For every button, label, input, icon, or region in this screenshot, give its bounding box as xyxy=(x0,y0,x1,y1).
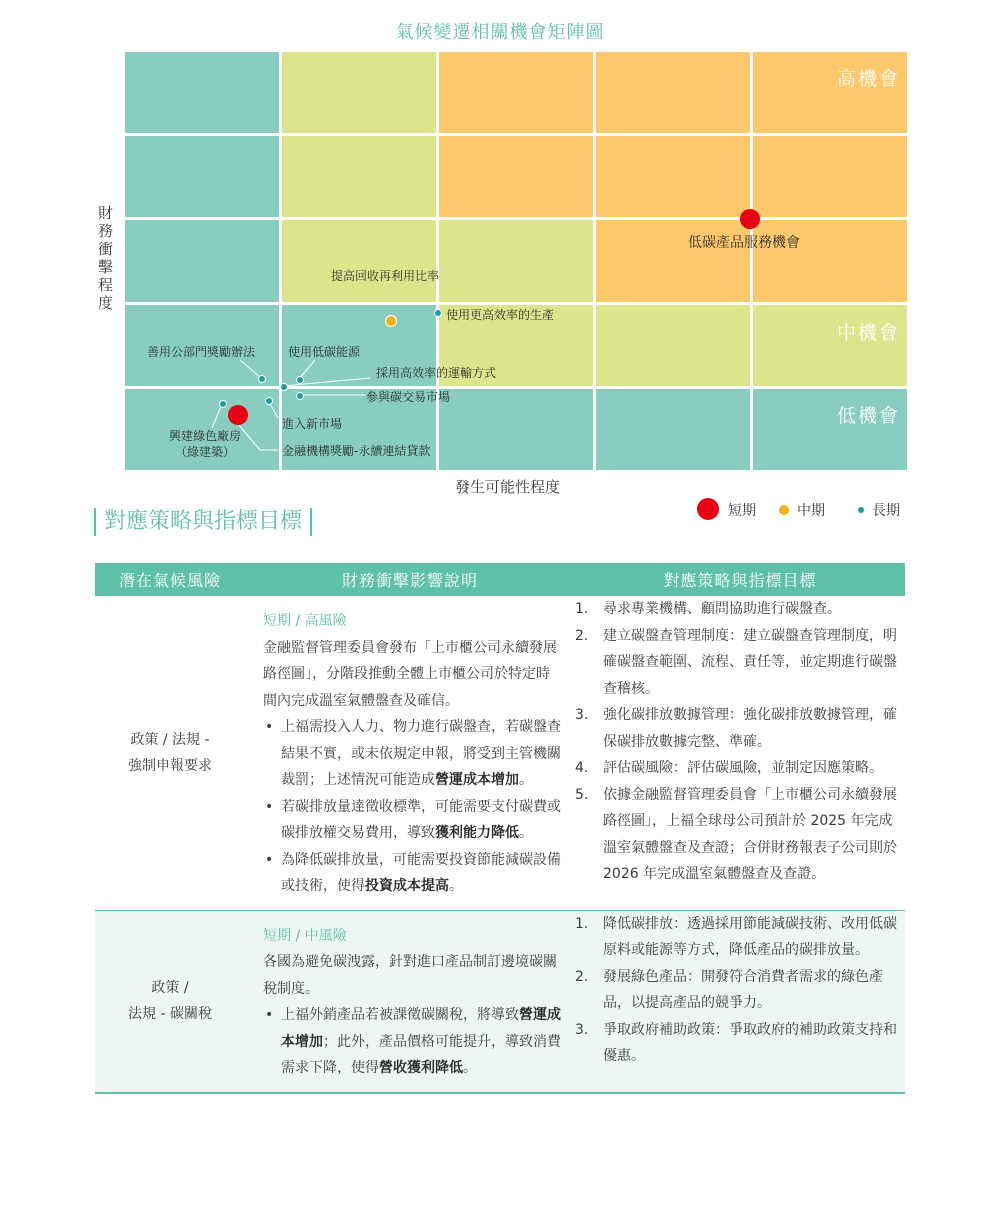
strategy-text: 強化碳排放數據管理：強化碳排放數據管理，確保碳排放數據完整、準確。 xyxy=(603,707,897,750)
y-axis-label: 財務衝擊程度 xyxy=(96,205,114,313)
bullet-tail: 。 xyxy=(463,1060,477,1076)
bullet-bold: 營運成本增加 xyxy=(435,772,519,788)
legend-medium-label: 中期 xyxy=(797,503,825,519)
bullet-text: 上福需投入人力、物力進行碳盤查，若碳盤查結果不實，或未依規定申報，將受到主管機關裁罰；上述情況可能造成 xyxy=(281,719,561,788)
risk-line: 強制申報要求 xyxy=(128,757,212,774)
strategy-text: 評估碳風險：評估碳風險，並制定因應策略。 xyxy=(603,760,883,776)
bullet-bold: 營收獲利降低 xyxy=(379,1060,463,1076)
risk-cell xyxy=(95,596,245,910)
strategy-item: 3. 強化碳排放數據管理：強化碳排放數據管理，確保碳排放數據完整、準確。 xyxy=(575,707,897,750)
impact-bullet: • 上福外銷產品若被課徵碳關稅，將導致營運成本增加；此外，產品價格可能提升，導致消費需求下降，使得營收獲利降低。 xyxy=(265,1007,561,1076)
bullet-bold: 營運成本增加 xyxy=(281,1007,561,1050)
point-new-market xyxy=(265,397,273,405)
label-green-factory-line1: 興建綠色廠房 xyxy=(168,429,241,443)
strategy-text: 建立碳盤查管理制度：建立碳盤查管理制度，明確碳盤查範圍、流程、責任等，並定期進行碳盤查稽核。 xyxy=(603,627,897,697)
impact-cell xyxy=(245,596,575,910)
impact-cell xyxy=(245,910,575,1093)
strategy-item: 2. 建立碳盤查管理制度：建立碳盤查管理制度，明確碳盤查範圍、流程、責任等，並定期進行碳盤查稽核。 xyxy=(575,627,897,697)
table-row xyxy=(95,596,905,910)
strategy-item: 2. 發展綠色產品：開發符合消費者需求的綠色產品，以提高產品的競爭力。 xyxy=(575,968,883,1011)
point-efficient-production xyxy=(434,309,442,317)
impact-bullet: • 若碳排放量達徵收標準，可能需要支付碳費或碳排放權交易費用，導致獲利能力降低。 xyxy=(265,798,561,841)
x-axis-label: 發生可能性程度 xyxy=(455,478,561,496)
label-green-factory xyxy=(162,428,248,460)
point-green-factory-long xyxy=(219,400,227,408)
point-efficient-transport xyxy=(280,383,288,391)
label-efficient-production: 使用更高效率的生產 xyxy=(446,308,555,322)
impact-intro: 金融監督管理委員會發布「上市櫃公司永續發展路徑圖」，分階段推動全體上市櫃公司於特定時間內完成溫室氣體盤查及確信。 xyxy=(263,639,557,709)
bullet-text: 若碳排放量達徵收標準，可能需要支付碳費或碳排放權交易費用，導致 xyxy=(281,798,561,841)
strategy-text: 依據金融監督管理委員會「上市櫃公司永續發展路徑圖」，上福全球母公司預計於 2025 年完成溫室氣體盤查及查證；合併財務報表子公司則於 2026 年完成溫室氣體盤查及查證。 xyxy=(603,786,897,882)
section-title: 對應策略與指標目標 xyxy=(94,508,312,536)
point-low-carbon-product xyxy=(740,209,760,229)
bullet-tail: 。 xyxy=(519,772,533,788)
header-impact: 財務衝擊影響說明 xyxy=(245,563,575,596)
leader-lines xyxy=(0,0,1000,520)
chart-title: 氣候變遷相關機會矩陣圖 xyxy=(395,22,605,43)
impact-bullets xyxy=(263,714,563,900)
point-carbon-trading xyxy=(296,392,304,400)
strategy-list xyxy=(575,911,905,1070)
header-risk: 潛在氣候風險 xyxy=(95,563,245,596)
label-sustainability-loan: 金融機構獎勵-永續連結貸款 xyxy=(282,444,431,458)
legend-long-marker xyxy=(858,507,864,513)
strategy-item: 1. 尋求專業機構、顧問協助進行碳盤查。 xyxy=(575,601,841,617)
zone-label-low: 低機會 xyxy=(836,405,900,427)
point-public-incentives xyxy=(258,375,266,383)
strategy-item: 1. 降低碳排放：透過採用節能減碳技術、改用低碳原料或能源等方式，降低產品的碳排放量。 xyxy=(575,915,897,958)
risk-line: 政策 / 法規 - xyxy=(130,731,210,748)
label-new-market: 進入新市場 xyxy=(282,417,343,431)
risk-cell xyxy=(95,910,245,1093)
strategy-item: 3. 爭取政府補助政策：爭取政府的補助政策支持和優惠。 xyxy=(575,1021,897,1064)
impact-subtitle: 短期 / 高風險 xyxy=(263,613,347,629)
risk-line: 法規 - 碳關稅 xyxy=(128,1006,212,1022)
label-public-incentives: 善用公部門獎勵辦法 xyxy=(147,345,256,359)
zone-label-medium: 中機會 xyxy=(836,322,900,344)
strategy-text: 降低碳排放：透過採用節能減碳技術、改用低碳原料或能源等方式，降低產品的碳排放量。 xyxy=(603,915,897,958)
legend-short-label: 短期 xyxy=(728,503,756,519)
zone-label-high: 高機會 xyxy=(836,68,900,90)
legend-medium-marker xyxy=(779,505,789,515)
point-low-carbon-energy xyxy=(296,376,304,384)
legend-short-marker xyxy=(697,498,719,520)
bullet-tail: ；此外，產品價格可能提升，導致消費需求下降，使得 xyxy=(281,1033,561,1076)
label-green-factory-line2: （綠建築） xyxy=(174,445,235,459)
label-recycle: 提高回收再利用比率 xyxy=(331,269,440,283)
bullet-tail: 。 xyxy=(519,825,533,841)
table-row xyxy=(95,910,905,1093)
label-carbon-trading: 參與碳交易市場 xyxy=(366,390,451,404)
point-green-factory xyxy=(228,405,248,425)
strategy-cell xyxy=(575,910,905,1093)
strategy-cell xyxy=(575,596,905,910)
strategy-text: 尋求專業機構、顧問協助進行碳盤查。 xyxy=(603,601,841,617)
impact-subtitle: 短期 / 中風險 xyxy=(263,927,347,944)
point-recycle xyxy=(385,315,397,327)
strategy-text: 發展綠色產品：開發符合消費者需求的綠色產品，以提高產品的競爭力。 xyxy=(603,968,883,1011)
impact-bullet: • 為降低碳排放量，可能需要投資節能減碳設備或技術，使得投資成本提高。 xyxy=(265,851,561,894)
impact-intro: 各國為避免碳洩露，針對進口產品制訂邊境碳關稅制度。 xyxy=(263,954,557,997)
bullet-bold: 投資成本提高 xyxy=(365,878,449,894)
strategy-table xyxy=(95,563,905,1094)
label-low-carbon-energy: 使用低碳能源 xyxy=(288,345,361,359)
impact-bullets xyxy=(263,1002,563,1082)
bullet-text: 為降低碳排放量，可能需要投資節能減碳設備或技術，使得 xyxy=(281,851,561,894)
bullet-bold: 獲利能力降低 xyxy=(435,825,519,841)
strategy-text: 爭取政府補助政策：爭取政府的補助政策支持和優惠。 xyxy=(603,1021,897,1064)
impact-bullet: • 上福需投入人力、物力進行碳盤查，若碳盤查結果不實，或未依規定申報，將受到主管機關裁罰；上述情況可能造成營運成本增加。 xyxy=(265,719,561,788)
bullet-tail: 。 xyxy=(449,878,463,894)
legend-long-label: 長期 xyxy=(872,503,900,519)
header-strategy: 對應策略與指標目標 xyxy=(575,563,905,596)
strategy-item: 4. 評估碳風險：評估碳風險，並制定因應策略。 xyxy=(575,760,883,776)
risk-line: 政策 / xyxy=(151,980,189,996)
strategy-list xyxy=(575,596,905,888)
label-low-carbon-product: 低碳產品服務機會 xyxy=(688,235,800,251)
strategy-item: 5. 依據金融監督管理委員會「上市櫃公司永續發展路徑圖」，上福全球母公司預計於 2025 年完成溫室氣體盤查及查證；合併財務報表子公司則於 2026 年完成溫室氣體盤查及查證。 xyxy=(575,786,897,882)
bullet-text: 上福外銷產品若被課徵碳關稅，將導致 xyxy=(281,1007,519,1023)
label-efficient-transport: 採用高效率的運輸方式 xyxy=(376,366,497,380)
